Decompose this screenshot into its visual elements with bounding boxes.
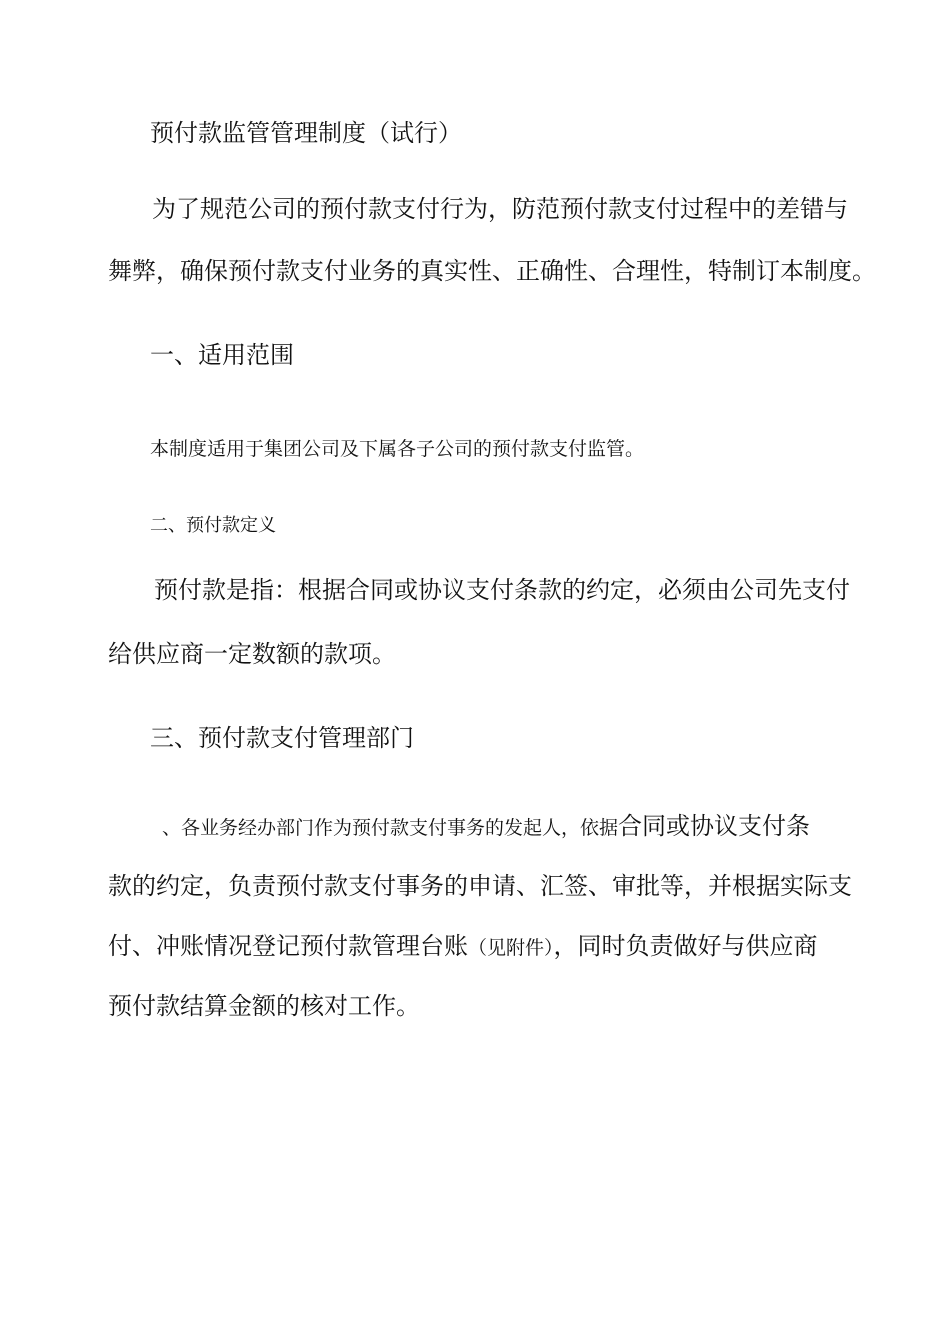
intro-paragraph-line-2: 舞弊，确保预付款支付业务的真实性、正确性、合理性，特制订本制度。 [108, 257, 876, 285]
section-3-paragraph-line-3 [108, 934, 818, 958]
section-1-body: 本制度适用于集团公司及下属各子公司的预付款支付监管。 [150, 438, 645, 460]
section-3-heading: 三、预付款支付管理部门 [150, 724, 414, 752]
section-2-heading: 二、预付款定义 [150, 515, 276, 536]
section-3-paragraph-line-1 [162, 814, 810, 838]
section-3-line-3-text-b: ，同时负责做好与供应商 [553, 932, 818, 960]
section-3-line-1-large-text: 合同或协议支付条 [618, 812, 811, 840]
section-1-heading: 一、适用范围 [150, 341, 294, 369]
attachment-reference: （见附件） [468, 937, 554, 959]
intro-paragraph-line-1: 为了规范公司的预付款支付行为，防范预付款支付过程中的差错与 [152, 195, 848, 223]
section-3-line-3-text-a: 付、冲账情况登记预付款管理台账 [108, 932, 468, 960]
section-3-line-1-small-text: 、各业务经办部门作为预付款支付事务的发起人，依据 [162, 817, 619, 839]
document-title: 预付款监管管理制度（试行） [150, 119, 462, 147]
section-2-body-line-2: 给供应商一定数额的款项。 [108, 640, 396, 668]
section-3-paragraph-line-2: 款的约定，负责预付款支付事务的申请、汇签、审批等，并根据实际支 [108, 872, 852, 900]
section-3-paragraph-line-4: 预付款结算金额的核对工作。 [108, 992, 420, 1020]
section-2-body-line-1: 预付款是指：根据合同或协议支付条款的约定，必须由公司先支付 [154, 576, 850, 604]
